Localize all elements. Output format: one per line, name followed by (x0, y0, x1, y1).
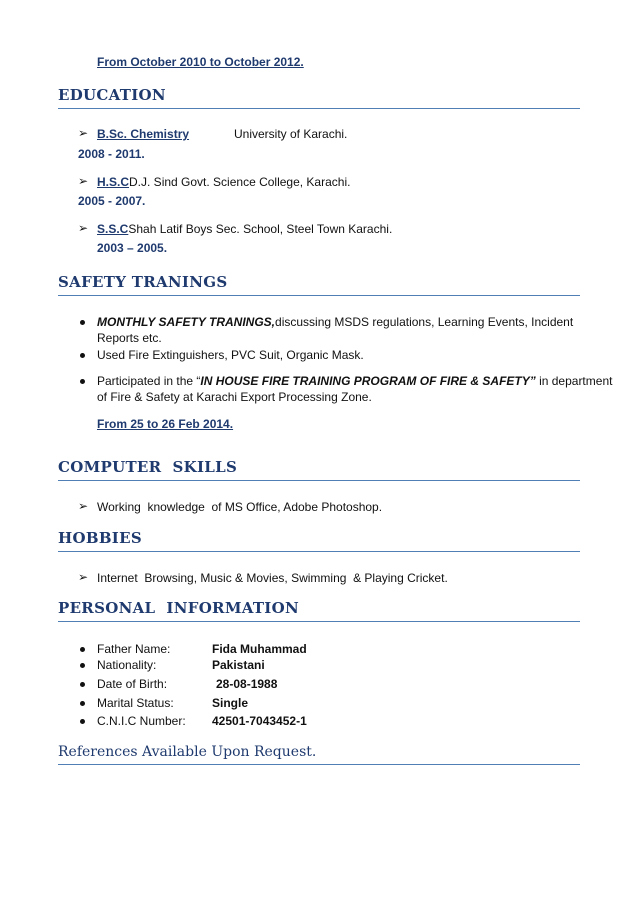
education-years: 2008 - 2011. (78, 147, 145, 161)
arrow-bullet-icon: ➢ (78, 570, 89, 584)
personal-info-heading: PERSONAL INFORMATION (58, 599, 580, 622)
arrow-bullet-icon: ➢ (78, 499, 89, 513)
safety-item-continuation: Reports etc. (97, 331, 162, 345)
computer-skills-heading: COMPUTER SKILLS (58, 458, 580, 481)
arrow-bullet-icon: ➢ (78, 174, 89, 188)
personal-info-value: Single (212, 696, 249, 710)
bullet-dot-icon (80, 379, 85, 384)
safety-item (97, 314, 573, 330)
computer-skills-item: Working knowledge of MS Office, Adobe Photoshop. (97, 500, 383, 514)
safety-item: Used Fire Extinguishers, PVC Suit, Organic Mask. (97, 348, 364, 362)
safety-item (97, 373, 612, 389)
education-institution: D.J. Sind Govt. Science College, Karachi. (129, 175, 351, 189)
safety-training-period: From 25 to 26 Feb 2014. (97, 417, 234, 431)
personal-info-value: 28-08-1988 (216, 677, 278, 691)
bullet-dot-icon (80, 719, 85, 724)
safety-item-continuation: of Fire & Safety at Karachi Export Processing Zone. (97, 390, 372, 404)
arrow-bullet-icon: ➢ (78, 126, 89, 140)
bullet-dot-icon (80, 682, 85, 687)
personal-info-value: Fida Muhammad (212, 642, 307, 656)
education-years: 2003 – 2005. (97, 241, 168, 255)
education-degree: B.Sc. Chemistry (97, 127, 190, 141)
personal-info-label: C.N.I.C Number: (97, 714, 186, 728)
education-years: 2005 - 2007. (78, 194, 146, 208)
education-entry (97, 221, 392, 237)
bullet-dot-icon (80, 663, 85, 668)
personal-info-value: Pakistani (212, 658, 265, 672)
education-entry (97, 174, 350, 190)
bullet-dot-icon (80, 701, 85, 706)
safety-item-bold: MONTHLY SAFETY TRANINGS, (97, 315, 276, 329)
education-institution: University of Karachi. (234, 127, 348, 141)
safety-item-text: Participated in the “ (97, 374, 201, 388)
personal-info-label: Date of Birth: (97, 677, 168, 691)
personal-info-label: Marital Status: (97, 696, 174, 710)
previous-employment-period: From October 2010 to October 2012. (97, 55, 304, 69)
references-note: References Available Upon Request. (58, 744, 580, 765)
hobbies-item: Internet Browsing, Music & Movies, Swimming & Playing Cricket. (97, 571, 448, 585)
education-degree: H.S.C (97, 175, 130, 189)
safety-item-text: in department (535, 374, 613, 388)
personal-info-label: Nationality: (97, 658, 157, 672)
safety-item-bold: IN HOUSE FIRE TRAINING PROGRAM OF FIRE & SAFETY” (200, 374, 536, 388)
arrow-bullet-icon: ➢ (78, 221, 89, 235)
safety-heading: SAFETY TRANINGS (58, 273, 580, 296)
hobbies-heading: HOBBIES (58, 529, 580, 552)
bullet-dot-icon (80, 320, 85, 325)
bullet-dot-icon (80, 647, 85, 652)
personal-info-label: Father Name: (97, 642, 171, 656)
education-degree: S.S.C (97, 222, 129, 236)
education-heading: EDUCATION (58, 86, 580, 109)
education-institution: Shah Latif Boys Sec. School, Steel Town Karachi. (128, 222, 393, 236)
safety-item-text: discussing MSDS regulations, Learning Events, Incident (275, 315, 574, 329)
personal-info-value: 42501-7043452-1 (212, 714, 307, 728)
bullet-dot-icon (80, 353, 85, 358)
